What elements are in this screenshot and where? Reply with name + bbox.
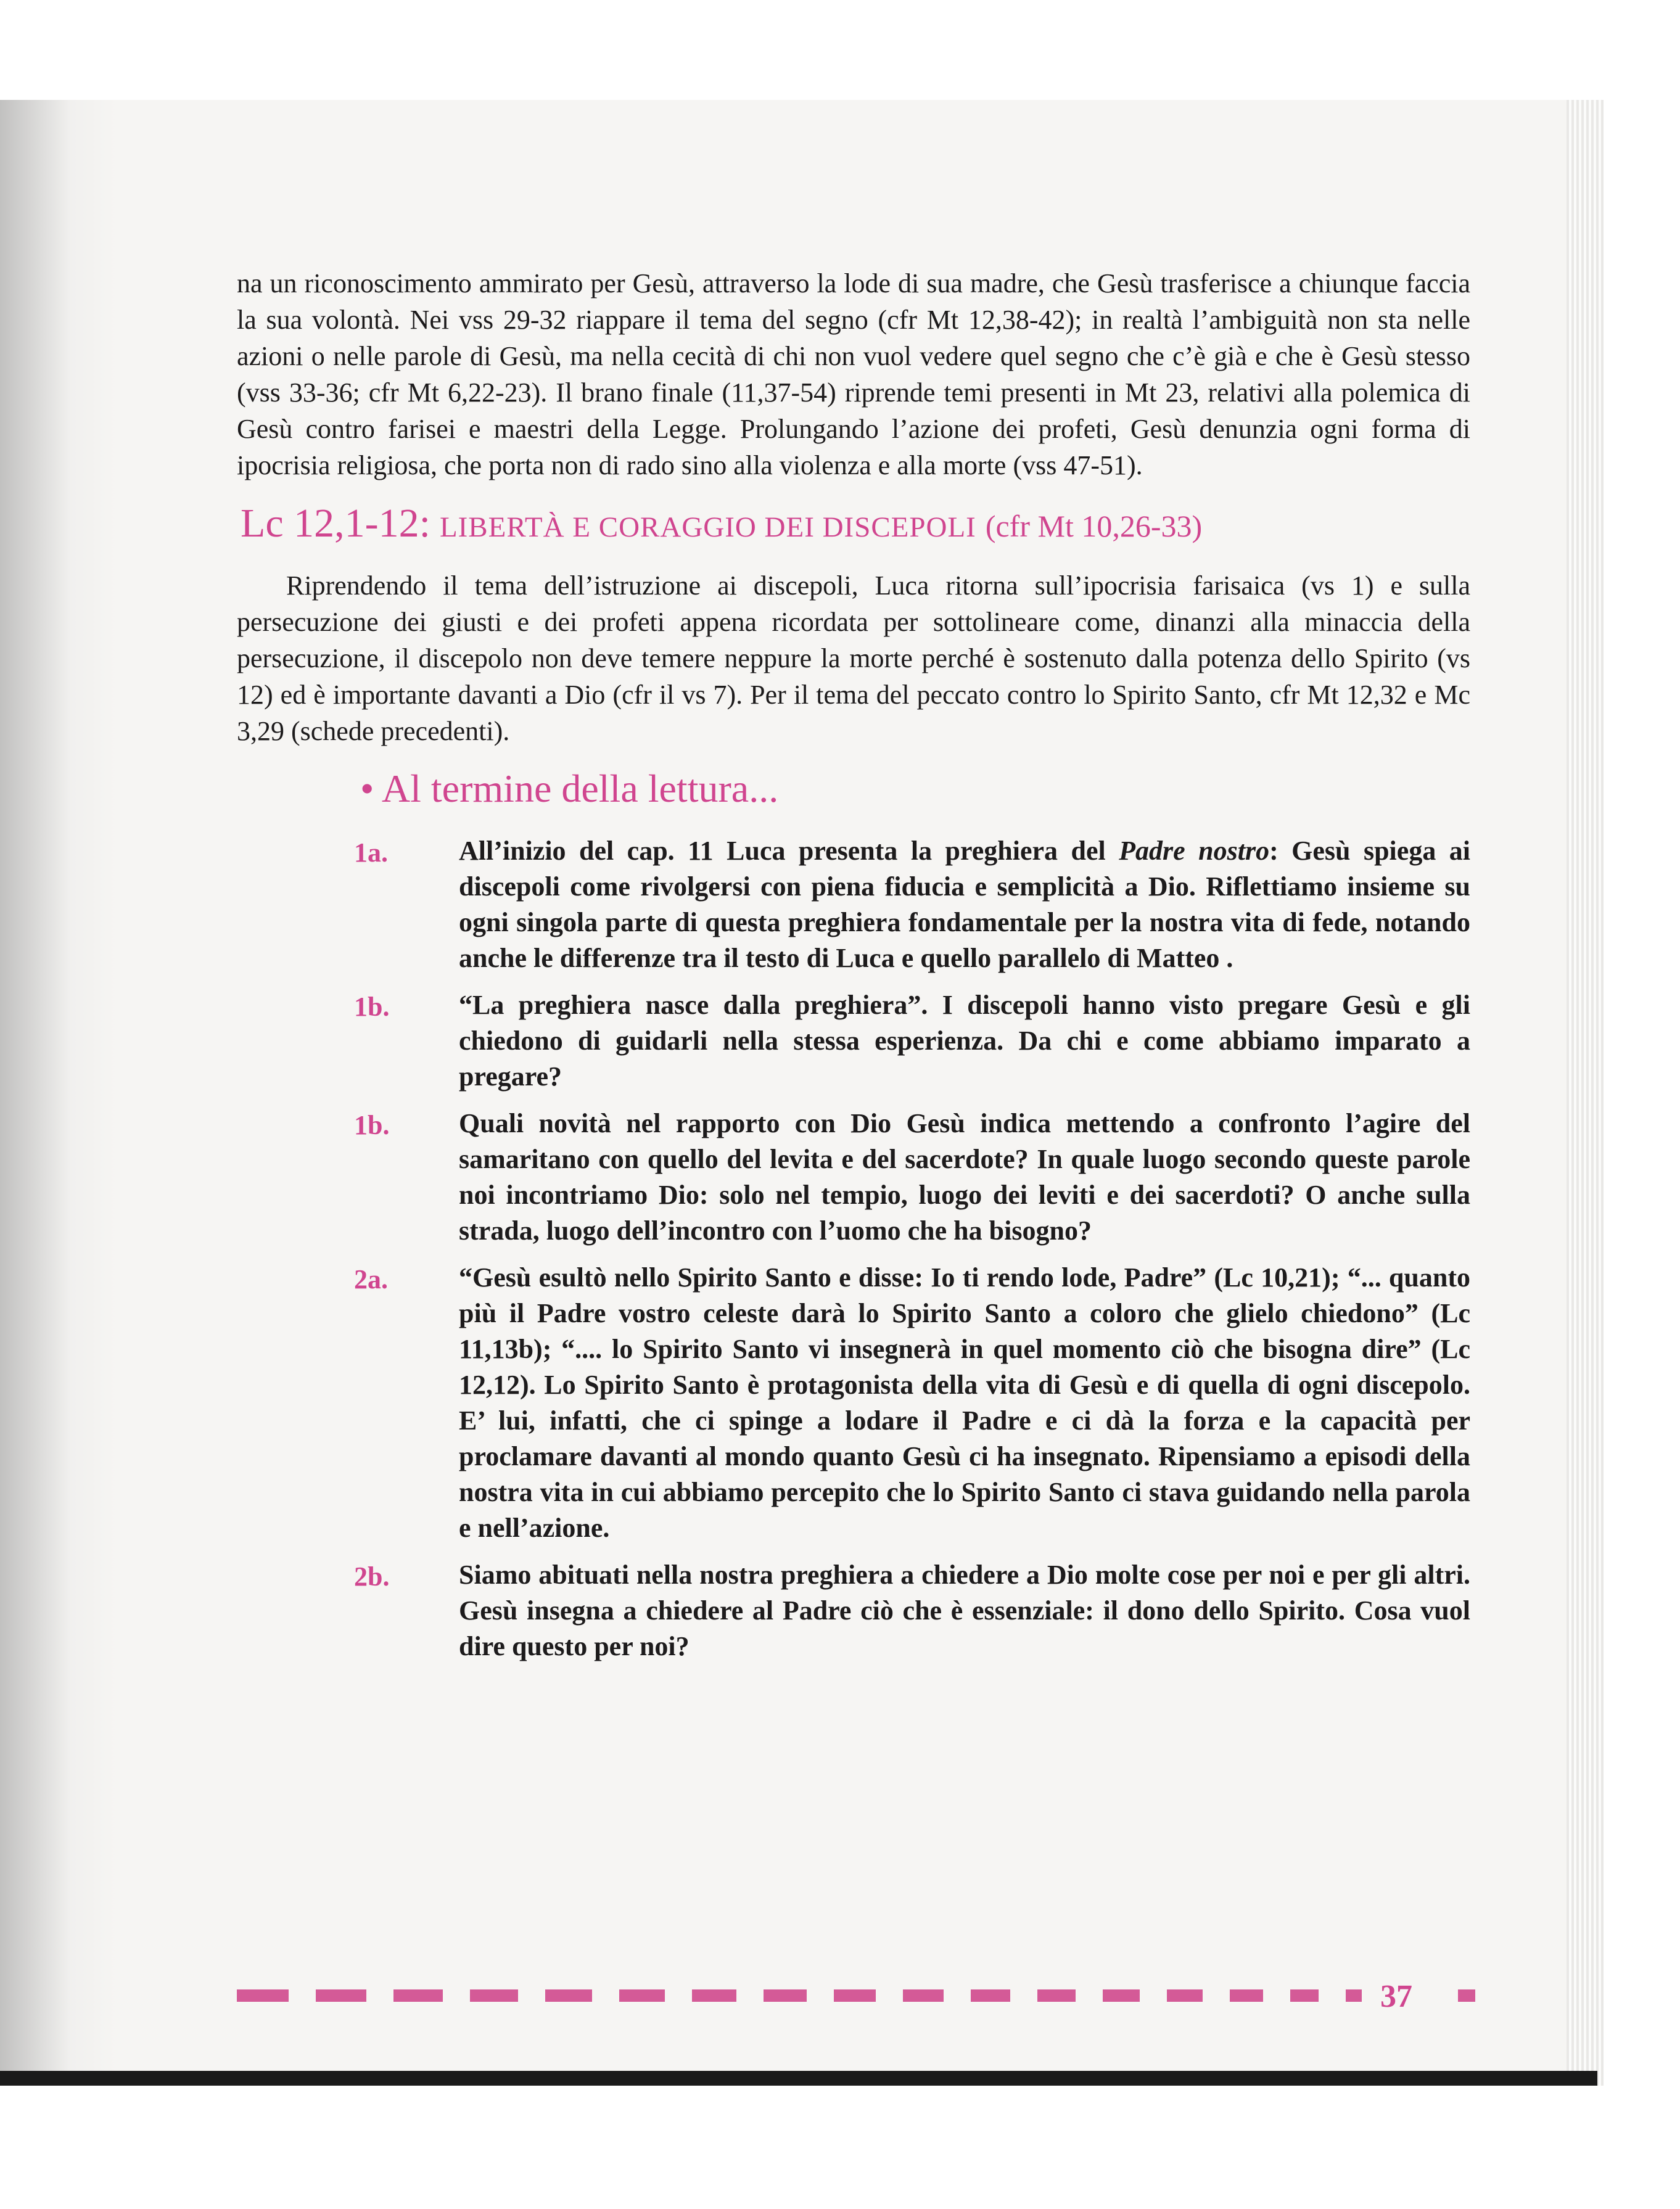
footer-dash [237,1989,289,2002]
footer-dash [545,1989,592,2002]
page-content [237,265,1470,1676]
footer-dash [1230,1989,1263,2002]
footer-dash [1458,1989,1475,2002]
question-number: 2a. [354,1264,388,1294]
question-text-part: : Gesù spiega ai discepoli come rivolgersi con piena fiducia e semplicità a Dio. Riflettiamo insieme su ogni singola parte di questa preghiera fondamentale per la nostra vita di fede, notando anche le differenze tra il testo di Luca e quello parallelo di Matteo . [459,836,1470,973]
question-number: 1b. [354,1110,390,1140]
question-number: 1a. [354,837,388,868]
page-edges [1567,100,1604,2086]
footer-dash [1290,1989,1319,2002]
footer-dash [470,1989,518,2002]
intro-paragraph: na un riconoscimento ammirato per Gesù, attraverso la lode di sua madre, che Gesù trasferisce a chiunque faccia la sua volontà. Nei vss 29-32 riappare il tema del segno (cfr Mt 12,38-42); in realtà l’ambiguità non sta nelle azioni o nelle parole di Gesù, ma nella cecità di chi non vuol vedere quel segno che c’è già e che è Gesù stesso (vss 33-36; cfr Mt 6,22-23). Il brano finale (11,37-54) riprende temi presenti in Mt 23, relativi alla polemica di Gesù contro farisei e maestri della Legge. Prolungando l’azione dei profeti, Gesù denunzia ogni forma di ipocrisia religiosa, che porta non di rado sino alla violenza e alla morte (vss 47-51). [237,268,1470,480]
question-text: “La preghiera nasce dalla preghiera”. I discepoli hanno visto pregare Gesù e gli chiedono di guidarli nella stessa esperienza. Da chi e come abbiamo imparato a pregare? [459,990,1470,1092]
footer-dash [764,1989,807,2002]
question-text: Quali novità nel rapporto con Dio Gesù indica mettendo a confronto l’agire del samaritano con quello del levita e del sacerdote? In quale luogo secondo queste parole noi incontriamo Dio: solo nel tempio, luogo dei leviti e dei sacerdoti? O anche sulla strada, luogo dell’incontro con l’uomo che ha bisogno? [459,1108,1470,1246]
footer-dash [971,1989,1010,2002]
spine-shadow [0,100,117,2086]
section-paragraph: Riprendendo il tema dell’istruzione ai discepoli, Luca ritorna sull’ipocrisia farisaica (vs 1) e sulla persecuzione dei giusti e dei profeti appena ricordata per sottolineare come, dinanzi alla minaccia della persecuzione, il discepolo non deve temere neppure la morte perché è sostenuto dalla potenza dello Spirito (vs 12) ed è importante davanti a Dio (cfr il vs 7). Per il tema del peccato contro lo Spirito Santo, cfr Mt 12,32 e Mc 3,29 (schede precedenti). [237,570,1470,746]
section-title: LIBERTÀ E CORAGGIO DEI DISCEPOLI [439,511,976,543]
question-number: 2b. [354,1561,390,1592]
footer-dash [692,1989,736,2002]
footer-dash [1037,1989,1076,2002]
section-cfr: (cfr Mt 10,26-33) [985,509,1203,543]
section-reference: Lc 12,1-12: [241,501,430,546]
footer-dash [1167,1989,1203,2002]
question-text [459,833,1470,976]
footer-dash [316,1989,366,2002]
question-text-part: All’inizio del cap. 11 Luca presenta la preghiera del [459,836,1119,866]
footer-dash [619,1989,665,2002]
footer-dash [1346,1989,1362,2002]
question-text: “Gesù esultò nello Spirito Santo e disse: Io ti rendo lode, Padre” (Lc 10,21); “... quanto più il Padre vostro celeste darà lo Spirito Santo a coloro che glielo chiedono” (Lc 11,13b); “.... lo Spirito Santo vi insegnerà in quel momento ciò che bisogna dire” (Lc 12,12). Lo Spirito Santo è protagonista della vita di Gesù e di quella di ogni discepolo. E’ lui, infatti, che ci spinge a lodare il Padre e ci dà la forza e la capacità per proclamare davanti al mondo quanto Gesù ci ha insegnato. Ripensiamo a episodi della nostra vita in cui abbiamo percepito che lo Spirito Santo ci stava guidando nella parola e nell’azione. [459,1262,1470,1543]
footer-dash [1103,1989,1140,2002]
question-item [354,1260,1470,1546]
subheading [360,767,1470,811]
footer-dash [393,1989,443,2002]
page-number: 37 [1380,1979,1412,2014]
question-text: Siamo abituati nella nostra preghiera a chiedere a Dio molte cose per noi e per gli altri. Gesù insegna a chiedere al Padre ciò che è essenziale: il dono dello Spirito. Cosa vuol dire questo per noi? [459,1560,1470,1661]
page-footer [237,1979,1501,2014]
question-item [354,833,1470,976]
subheading-text: Al termine della lettura... [381,767,779,810]
question-emphasis: Padre nostro [1119,836,1270,866]
question-number: 1b. [354,992,390,1022]
footer-dash [903,1989,944,2002]
bullet-icon: • [360,767,374,810]
bottom-edge [0,2071,1597,2086]
question-item [354,987,1470,1095]
footer-dash [834,1989,876,2002]
question-item [354,1557,1470,1664]
section-heading [241,502,1470,549]
question-item [354,1106,1470,1249]
